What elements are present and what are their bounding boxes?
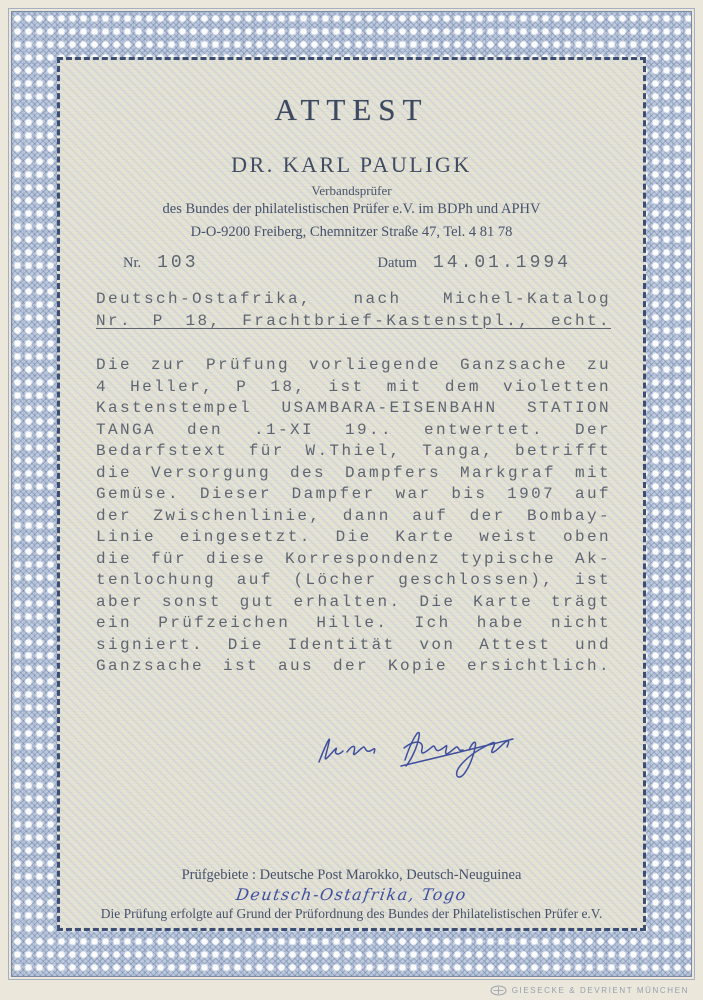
printer-imprint-text: GIESECKE & DEVRIENT MÜNCHEN	[511, 986, 689, 995]
body-line: TANGA den .1-XI 19.. entwertet. Der	[96, 420, 611, 439]
subject-paragraph	[96, 289, 611, 332]
body-line: ein Prüfzeichen Hille. Ich habe nicht	[96, 614, 611, 632]
testing-areas-line: Prüfgebiete : Deutsche Post Marokko, Deutsch-Neuguinea	[181, 867, 522, 883]
body-paragraph	[96, 355, 611, 678]
examiner-address: D-O-9200 Freiberg, Chemnitzer Straße 47, Tel. 4 81 78	[190, 224, 513, 240]
printer-imprint	[490, 985, 689, 996]
body-line: Linie eingesetzt. Die Karte weist oben	[96, 528, 611, 546]
body-line: die Versorgung des Dampfers Markgraf mit	[96, 463, 611, 482]
body-line: Bedarfstext für W.Thiel, Tanga, betrifft	[96, 442, 611, 460]
body-line: Ganzsache ist aus der Kopie ersichtlich.	[96, 657, 611, 675]
footer-block	[60, 867, 643, 922]
body-line: die für diese Korrespondenz typische Ak-	[96, 549, 611, 568]
subject-line: Deutsch-Ostafrika, nach Michel-Katalog	[96, 290, 611, 308]
date-label: Datum	[377, 255, 417, 271]
certificate-body	[57, 57, 646, 931]
certificate-number	[123, 253, 199, 273]
signature-handwriting	[301, 706, 551, 786]
body-line: signiert. Die Identität von Attest und	[96, 635, 611, 654]
guilloche-border-frame	[8, 8, 695, 980]
examiner-role: Verbandsprüfer	[311, 183, 392, 198]
guilloche-pattern-band	[11, 11, 692, 977]
handwritten-areas-annotation: Deutsch-Ostafrika, Togo	[234, 885, 469, 904]
body-line: aber sonst gut erhalten. Die Karte trägt	[96, 592, 611, 611]
body-line: Die zur Prüfung vorliegende Ganzsache zu	[96, 356, 611, 374]
gd-logo-icon	[490, 985, 507, 996]
legal-line: Die Prüfung erfolgte auf Grund der Prüfordnung des Bundes der Philatelistischen Prüfer e.V.	[100, 906, 603, 921]
certificate-date	[378, 253, 572, 273]
subject-line: Nr. P 18, Frachtbrief-Kastenstpl., echt.	[96, 311, 611, 330]
body-line: 4 Heller, P 18, ist mit dem violetten	[96, 377, 611, 396]
date-value: 14.01.1994	[432, 253, 571, 273]
page-title: ATTEST	[274, 92, 429, 127]
body-line: Gemüse. Dieser Dampfer war bis 1907 auf	[96, 485, 611, 503]
number-date-row	[60, 253, 643, 273]
examiner-association: des Bundes der philatelistischen Prüfer e.V. im BDPh und APHV	[162, 201, 541, 217]
number-value: 103	[157, 253, 199, 273]
body-line: der Zwischenlinie, dann auf der Bombay-	[96, 506, 611, 525]
body-line: Kastenstempel USAMBARA-EISENBAHN STATION	[96, 399, 611, 417]
body-line: tenlochung auf (Löcher geschlossen), ist	[96, 571, 611, 589]
examiner-name: DR. KARL PAULIGK	[231, 152, 472, 177]
number-label: Nr.	[123, 255, 142, 271]
